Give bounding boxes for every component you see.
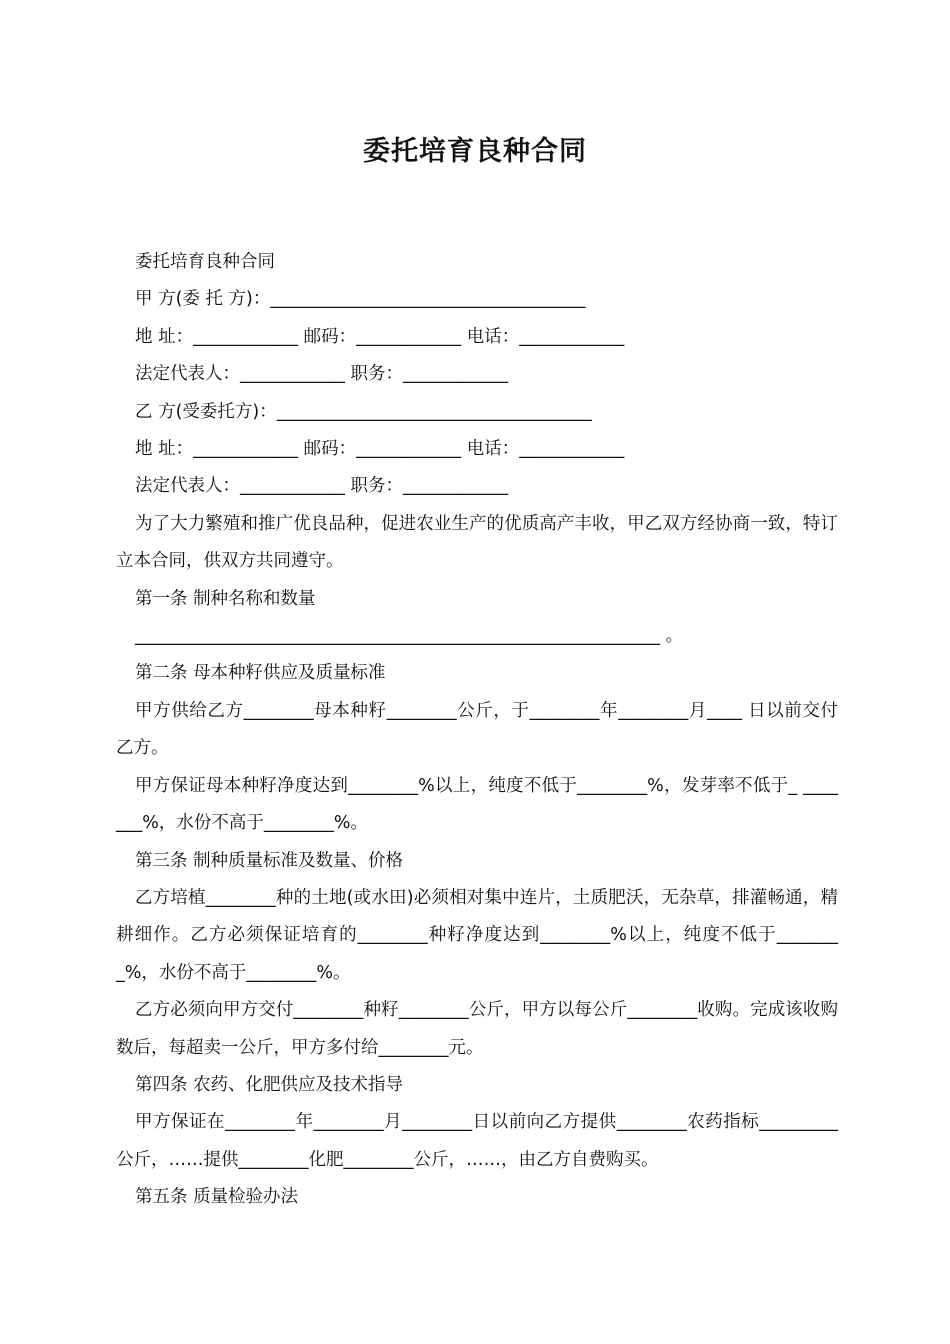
party-a-address-line: 地 址：____________ 邮码：____________ 电话：____________ <box>135 326 625 347</box>
party-b-representative-line: 法定代表人：____________ 职务：____________ <box>135 476 509 497</box>
party-b-name-line: 乙 方(受委托方)：____________________________________ <box>135 401 592 422</box>
article-3-clause-2: 乙方必须向甲方交付________种籽________公斤，甲方以每公斤________收购。完成该收购数后，每超卖一公斤，甲方多付给________元。 <box>116 1000 838 1058</box>
article-4-heading: 第四条 农药、化肥供应及技术指导 <box>135 1074 404 1095</box>
preamble-paragraph: 为了大力繁殖和推广优良品种，促进农业生产的优质高产丰收，甲乙双方经协商一致，特订立本合同，供双方共同遵守。 <box>116 513 838 572</box>
article-3-heading: 第三条 制种质量标准及数量、价格 <box>135 850 404 871</box>
article-5-heading: 第五条 质量检验办法 <box>135 1187 299 1208</box>
article-4-clause-1: 甲方保证在________年________月________日以前向乙方提供________农药指标_________公斤，……提供________化肥________公斤，……，由乙方自费购买。 <box>116 1112 838 1170</box>
document-title: 委托培育良种合同 <box>363 136 587 167</box>
article-2-clause-2: 甲方保证母本种籽净度达到________%以上，纯度不低于________%，发芽率不低于_ _______%，水份不高于________%。 <box>116 775 838 834</box>
article-2-heading: 第二条 母本种籽供应及质量标准 <box>135 663 386 684</box>
article-2-clause-1: 甲方供给乙方________母本种籽________公斤，于________年________月____ 日以前交付乙方。 <box>116 700 838 759</box>
article-3-clause-1: 乙方培植________种的土地(或水田)必须相对集中连片，土质肥沃，无杂草，排灌畅通，精耕细作。乙方必须保证培育的________种籽净度达到________%以上，纯度不低于________%，水份不高于________%。 <box>116 887 838 983</box>
party-a-name-line: 甲 方(委 托 方)：____________________________________ <box>135 289 586 310</box>
article-1-heading: 第一条 制种名称和数量 <box>135 588 316 609</box>
article-1-blank-line: ____________________________________________________________ 。 <box>135 626 684 647</box>
document-body <box>116 244 838 1217</box>
paragraph-heading: 委托培育良种合同 <box>135 252 275 272</box>
party-b-address-line: 地 址：____________ 邮码：____________ 电话：____________ <box>135 439 625 460</box>
party-a-representative-line: 法定代表人：____________ 职务：____________ <box>135 364 509 385</box>
